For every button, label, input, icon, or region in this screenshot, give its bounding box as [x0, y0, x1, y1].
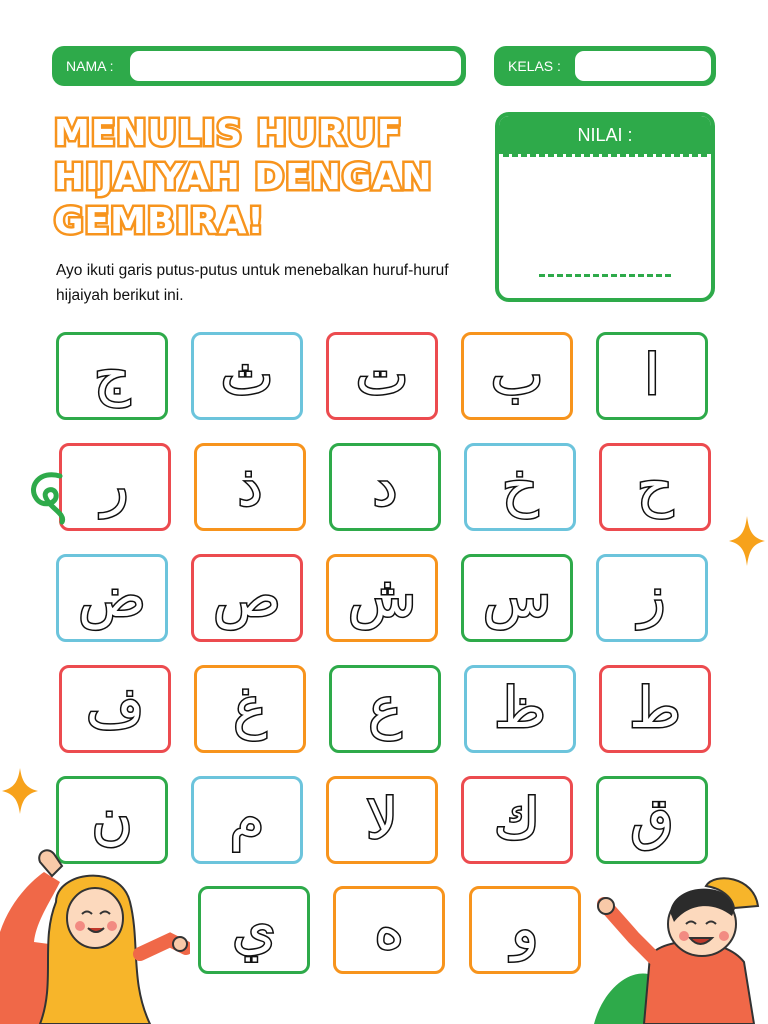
letter-card[interactable] — [333, 886, 445, 974]
worksheet-title — [54, 112, 474, 244]
sparkle-icon — [0, 766, 40, 816]
letter-card[interactable] — [464, 665, 576, 753]
hijaiyah-letter: خ — [501, 454, 539, 519]
nama-field — [52, 46, 466, 86]
hijaiyah-letter: ض — [78, 565, 146, 630]
hijaiyah-letter: ي — [232, 897, 276, 962]
letter-card[interactable] — [469, 886, 581, 974]
letter-card[interactable] — [59, 443, 171, 531]
hijaiyah-letter: ز — [638, 565, 666, 630]
letter-card[interactable] — [194, 443, 306, 531]
hijaiyah-letter: س — [482, 565, 552, 630]
letter-card[interactable] — [194, 665, 306, 753]
letter-card[interactable] — [329, 443, 441, 531]
hijaiyah-letter: و — [511, 897, 539, 962]
nilai-divider — [503, 154, 707, 157]
hijaiyah-letter: ا — [644, 343, 660, 408]
hijaiyah-letter: د — [372, 454, 398, 519]
nilai-score-line[interactable] — [539, 274, 671, 277]
hijaiyah-letter: ط — [629, 676, 681, 741]
nilai-box — [495, 112, 715, 302]
letter-card[interactable] — [599, 665, 711, 753]
letter-card[interactable] — [56, 554, 168, 642]
kelas-input[interactable] — [575, 51, 711, 81]
letter-card[interactable] — [596, 554, 708, 642]
nama-label: NAMA : — [66, 58, 114, 74]
hijaiyah-letter: ب — [490, 343, 544, 408]
hijaiyah-letter: ج — [93, 343, 131, 408]
nama-input[interactable] — [130, 51, 461, 81]
hijaiyah-letter: ع — [368, 676, 402, 741]
nilai-label: NILAI : — [499, 116, 711, 154]
letter-card[interactable] — [59, 665, 171, 753]
boy-illustration — [594, 866, 768, 1024]
kelas-label: KELAS : — [508, 58, 561, 74]
hijaiyah-letter: ق — [630, 787, 674, 852]
hijaiyah-letter: ف — [85, 676, 145, 741]
hijaiyah-letter: ش — [347, 565, 417, 630]
hijaiyah-letter: ح — [636, 454, 674, 519]
girl-illustration — [0, 842, 190, 1024]
letter-card[interactable] — [461, 776, 573, 864]
instructions-text: Ayo ikuti garis putus-putus untuk menebalkan huruf-huruf hijaiyah berikut ini. — [56, 262, 449, 304]
hijaiyah-letter: ذ — [237, 454, 263, 519]
letter-card[interactable] — [329, 665, 441, 753]
hijaiyah-letter: ك — [493, 787, 541, 852]
hijaiyah-letter: ر — [101, 454, 129, 519]
hijaiyah-letter: لا — [366, 787, 398, 852]
title-line-1: MENULIS HURUF — [54, 113, 403, 154]
letter-card[interactable] — [596, 776, 708, 864]
letter-card[interactable] — [191, 776, 303, 864]
swirl-icon — [22, 468, 72, 526]
letter-card[interactable] — [464, 443, 576, 531]
sparkle-icon — [727, 514, 767, 568]
hijaiyah-letter: ن — [91, 787, 133, 852]
hijaiyah-letter: غ — [233, 676, 267, 741]
title-line-3: GEMBIRA! — [54, 201, 265, 242]
hijaiyah-letter: ث — [220, 343, 274, 408]
kelas-field — [494, 46, 716, 86]
letter-card[interactable] — [599, 443, 711, 531]
letter-card[interactable] — [56, 332, 168, 420]
letter-card[interactable] — [198, 886, 310, 974]
letter-card[interactable] — [461, 332, 573, 420]
letter-card[interactable] — [191, 554, 303, 642]
letter-card[interactable] — [461, 554, 573, 642]
letter-card[interactable] — [596, 332, 708, 420]
title-line-2: HIJAIYAH DENGAN — [54, 157, 433, 198]
hijaiyah-letter: م — [229, 787, 265, 852]
hijaiyah-letter: ت — [355, 343, 409, 408]
letter-card[interactable] — [326, 332, 438, 420]
hijaiyah-letter: ظ — [494, 676, 546, 741]
letter-card[interactable] — [326, 554, 438, 642]
letter-card[interactable] — [326, 776, 438, 864]
letter-card[interactable] — [191, 332, 303, 420]
hijaiyah-letter: ص — [213, 565, 281, 630]
hijaiyah-letter: ه — [374, 897, 404, 962]
